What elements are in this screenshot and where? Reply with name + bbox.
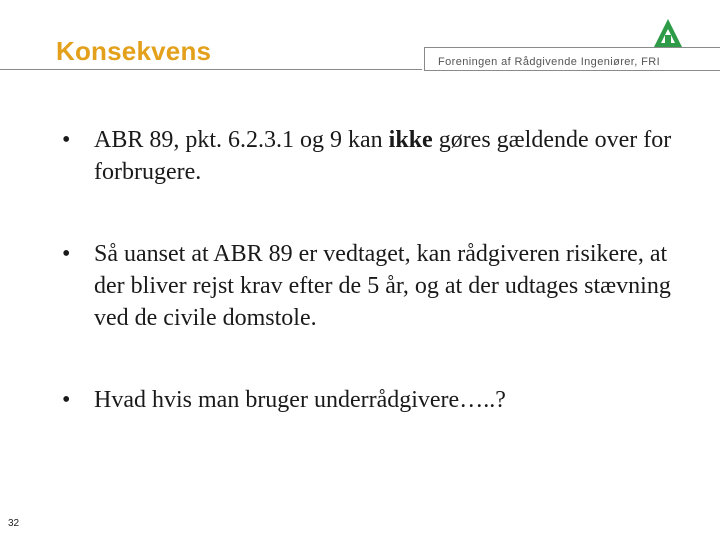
bullet-text: [94, 127, 671, 185]
bullet-marker: •: [62, 241, 71, 267]
bullet-text: Så uanset at ABR 89 er vedtaget, kan rådgiveren risikere, at der bliver rejst krav efter de 5 år, og at der udtages stævning ved de civile domstole.: [94, 241, 671, 331]
bullet-text: Hvad hvis man bruger underrådgivere…..?: [94, 387, 506, 413]
header-divider-line: [0, 69, 422, 70]
bullet-text-emphasis: ikke: [388, 127, 433, 153]
bullet-text-part: ABR 89, pkt. 6.2.3.1 og 9 kan: [94, 127, 389, 153]
bullet-item: [62, 238, 682, 334]
bullet-list: [62, 124, 682, 416]
page-number: 32: [8, 518, 20, 529]
organization-name: Foreningen af Rådgivende Ingeniører, FRI: [438, 56, 661, 68]
bullet-text-part: gøres gældende over for forbrugere.: [94, 127, 672, 185]
fri-logo-icon: [650, 17, 686, 53]
bullet-marker: •: [62, 127, 71, 153]
bullet-marker: •: [62, 387, 71, 413]
bullet-item: [62, 384, 682, 416]
slide-title: Konsekvens: [56, 36, 212, 66]
bullet-item: [62, 124, 682, 188]
